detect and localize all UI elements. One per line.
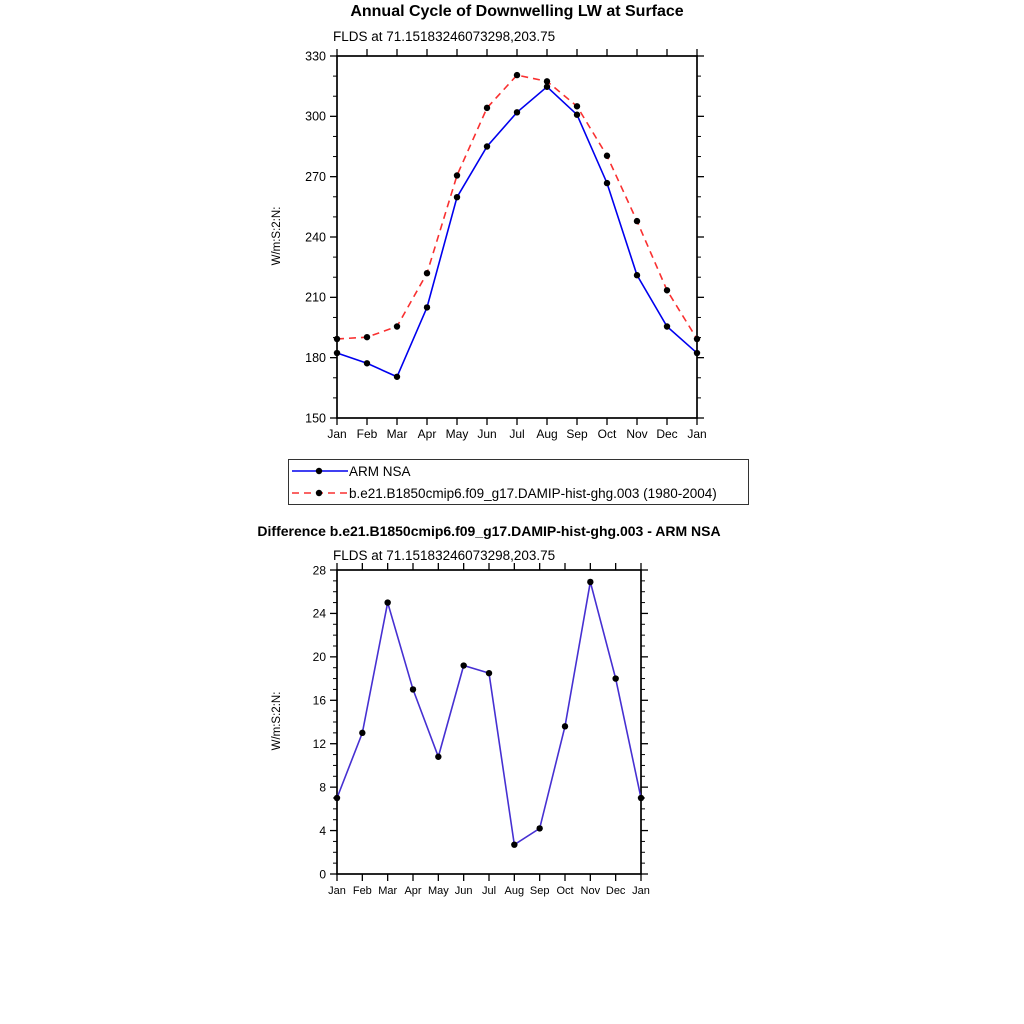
data-point-marker <box>562 723 568 729</box>
data-point-marker <box>486 670 492 676</box>
series-line-0 <box>337 87 697 377</box>
x-tick-label: Feb <box>356 427 378 441</box>
x-tick-label: Sep <box>566 427 588 441</box>
data-point-marker <box>334 795 340 801</box>
data-point-marker <box>334 336 340 342</box>
data-point-marker <box>460 662 466 668</box>
legend-dashed-line-sample-icon <box>291 487 349 499</box>
y-tick-label: 24 <box>312 606 326 621</box>
data-point-marker <box>454 194 460 200</box>
chart-1 <box>313 563 650 897</box>
x-tick-label: May <box>445 427 469 441</box>
y-tick-label: 180 <box>305 350 326 365</box>
y-tick-label: 240 <box>305 230 326 245</box>
y-tick-label: 20 <box>312 650 326 665</box>
data-point-marker <box>587 579 593 585</box>
data-point-marker <box>544 78 550 84</box>
data-point-marker <box>410 686 416 692</box>
y-tick-label: 150 <box>305 411 326 426</box>
x-tick-label: Jan <box>327 427 347 441</box>
x-tick-label: Jan <box>632 885 650 897</box>
data-point-marker <box>638 795 644 801</box>
data-point-marker <box>484 143 490 149</box>
x-tick-label: Oct <box>556 885 574 897</box>
y-tick-label: 330 <box>305 49 326 64</box>
y-tick-label: 270 <box>305 169 326 184</box>
x-tick-label: Sep <box>529 885 550 897</box>
data-point-marker <box>604 153 610 159</box>
legend-label-model: b.e21.B1850cmip6.f09_g17.DAMIP-hist-ghg.003 (1980-2004) <box>349 485 717 501</box>
legend-label-arm-nsa: ARM NSA <box>349 463 411 479</box>
top-chart-title: Annual Cycle of Downwelling LW at Surface <box>350 3 684 20</box>
top-chart-y-axis-label: W/m:S:2:N: <box>271 206 283 266</box>
data-point-marker <box>574 112 580 118</box>
data-point-marker <box>424 304 430 310</box>
legend-solid-line-sample-icon <box>291 465 349 477</box>
legend-entry-arm-nsa <box>289 460 748 482</box>
x-tick-label: Jul <box>481 885 497 897</box>
x-tick-label: Dec <box>656 427 678 441</box>
data-point-marker <box>574 103 580 109</box>
data-point-marker <box>634 218 640 224</box>
data-point-marker <box>612 675 618 681</box>
x-tick-label: Jun <box>477 427 497 441</box>
data-point-marker <box>384 599 390 605</box>
data-point-marker <box>694 336 700 342</box>
x-tick-label: Aug <box>536 427 558 441</box>
x-tick-label: Feb <box>352 885 372 897</box>
data-point-marker <box>511 841 517 847</box>
data-point-marker <box>664 323 670 329</box>
y-tick-label: 28 <box>312 563 326 578</box>
data-point-marker <box>424 270 430 276</box>
data-point-marker <box>514 72 520 78</box>
y-tick-label: 8 <box>319 780 326 795</box>
data-point-marker <box>604 180 610 186</box>
y-tick-label: 210 <box>305 290 326 305</box>
plot-box <box>337 570 641 874</box>
x-tick-label: Nov <box>580 885 601 897</box>
data-point-marker <box>634 272 640 278</box>
data-point-marker <box>394 323 400 329</box>
data-point-marker <box>364 360 370 366</box>
chart-0 <box>305 49 707 441</box>
x-tick-label: Mar <box>378 885 398 897</box>
top-chart-subtitle: FLDS at 71.15183246073298,203.75 <box>333 29 556 44</box>
x-tick-label: Mar <box>386 427 408 441</box>
x-tick-label: May <box>427 885 449 897</box>
legend-marker-dot-icon <box>316 490 322 496</box>
y-tick-label: 4 <box>319 823 326 838</box>
legend-marker-dot-icon <box>316 468 322 474</box>
y-tick-label: 12 <box>312 737 326 752</box>
data-point-marker <box>664 287 670 293</box>
legend-entry-model <box>289 482 748 504</box>
y-tick-label: 16 <box>312 693 326 708</box>
legend-box <box>288 459 749 505</box>
x-tick-label: Jan <box>687 427 707 441</box>
x-tick-label: Apr <box>404 885 422 897</box>
x-tick-label: Oct <box>597 427 617 441</box>
bottom-chart-subtitle: FLDS at 71.15183246073298,203.75 <box>333 548 556 563</box>
x-tick-label: Apr <box>417 427 437 441</box>
x-tick-label: Aug <box>504 885 525 897</box>
x-tick-label: Jul <box>509 427 525 441</box>
bottom-chart-title: Difference b.e21.B1850cmip6.f09_g17.DAMIP-hist-ghg.003 - ARM NSA <box>257 523 721 539</box>
data-point-marker <box>364 334 370 340</box>
data-point-marker <box>514 109 520 115</box>
x-tick-label: Jun <box>454 885 473 897</box>
bottom-chart-y-axis-label: W/m:S:2:N: <box>271 691 283 751</box>
data-point-marker <box>359 730 365 736</box>
data-point-marker <box>694 350 700 356</box>
x-tick-label: Jan <box>328 885 346 897</box>
y-tick-label: 0 <box>319 867 326 882</box>
data-point-marker <box>454 172 460 178</box>
data-point-marker <box>334 350 340 356</box>
series-line-0 <box>337 582 641 845</box>
data-point-marker <box>484 105 490 111</box>
data-point-marker <box>394 374 400 380</box>
data-point-marker <box>435 754 441 760</box>
y-tick-label: 300 <box>305 109 326 124</box>
x-tick-label: Nov <box>626 427 648 441</box>
x-tick-label: Dec <box>605 885 626 897</box>
data-point-marker <box>536 825 542 831</box>
